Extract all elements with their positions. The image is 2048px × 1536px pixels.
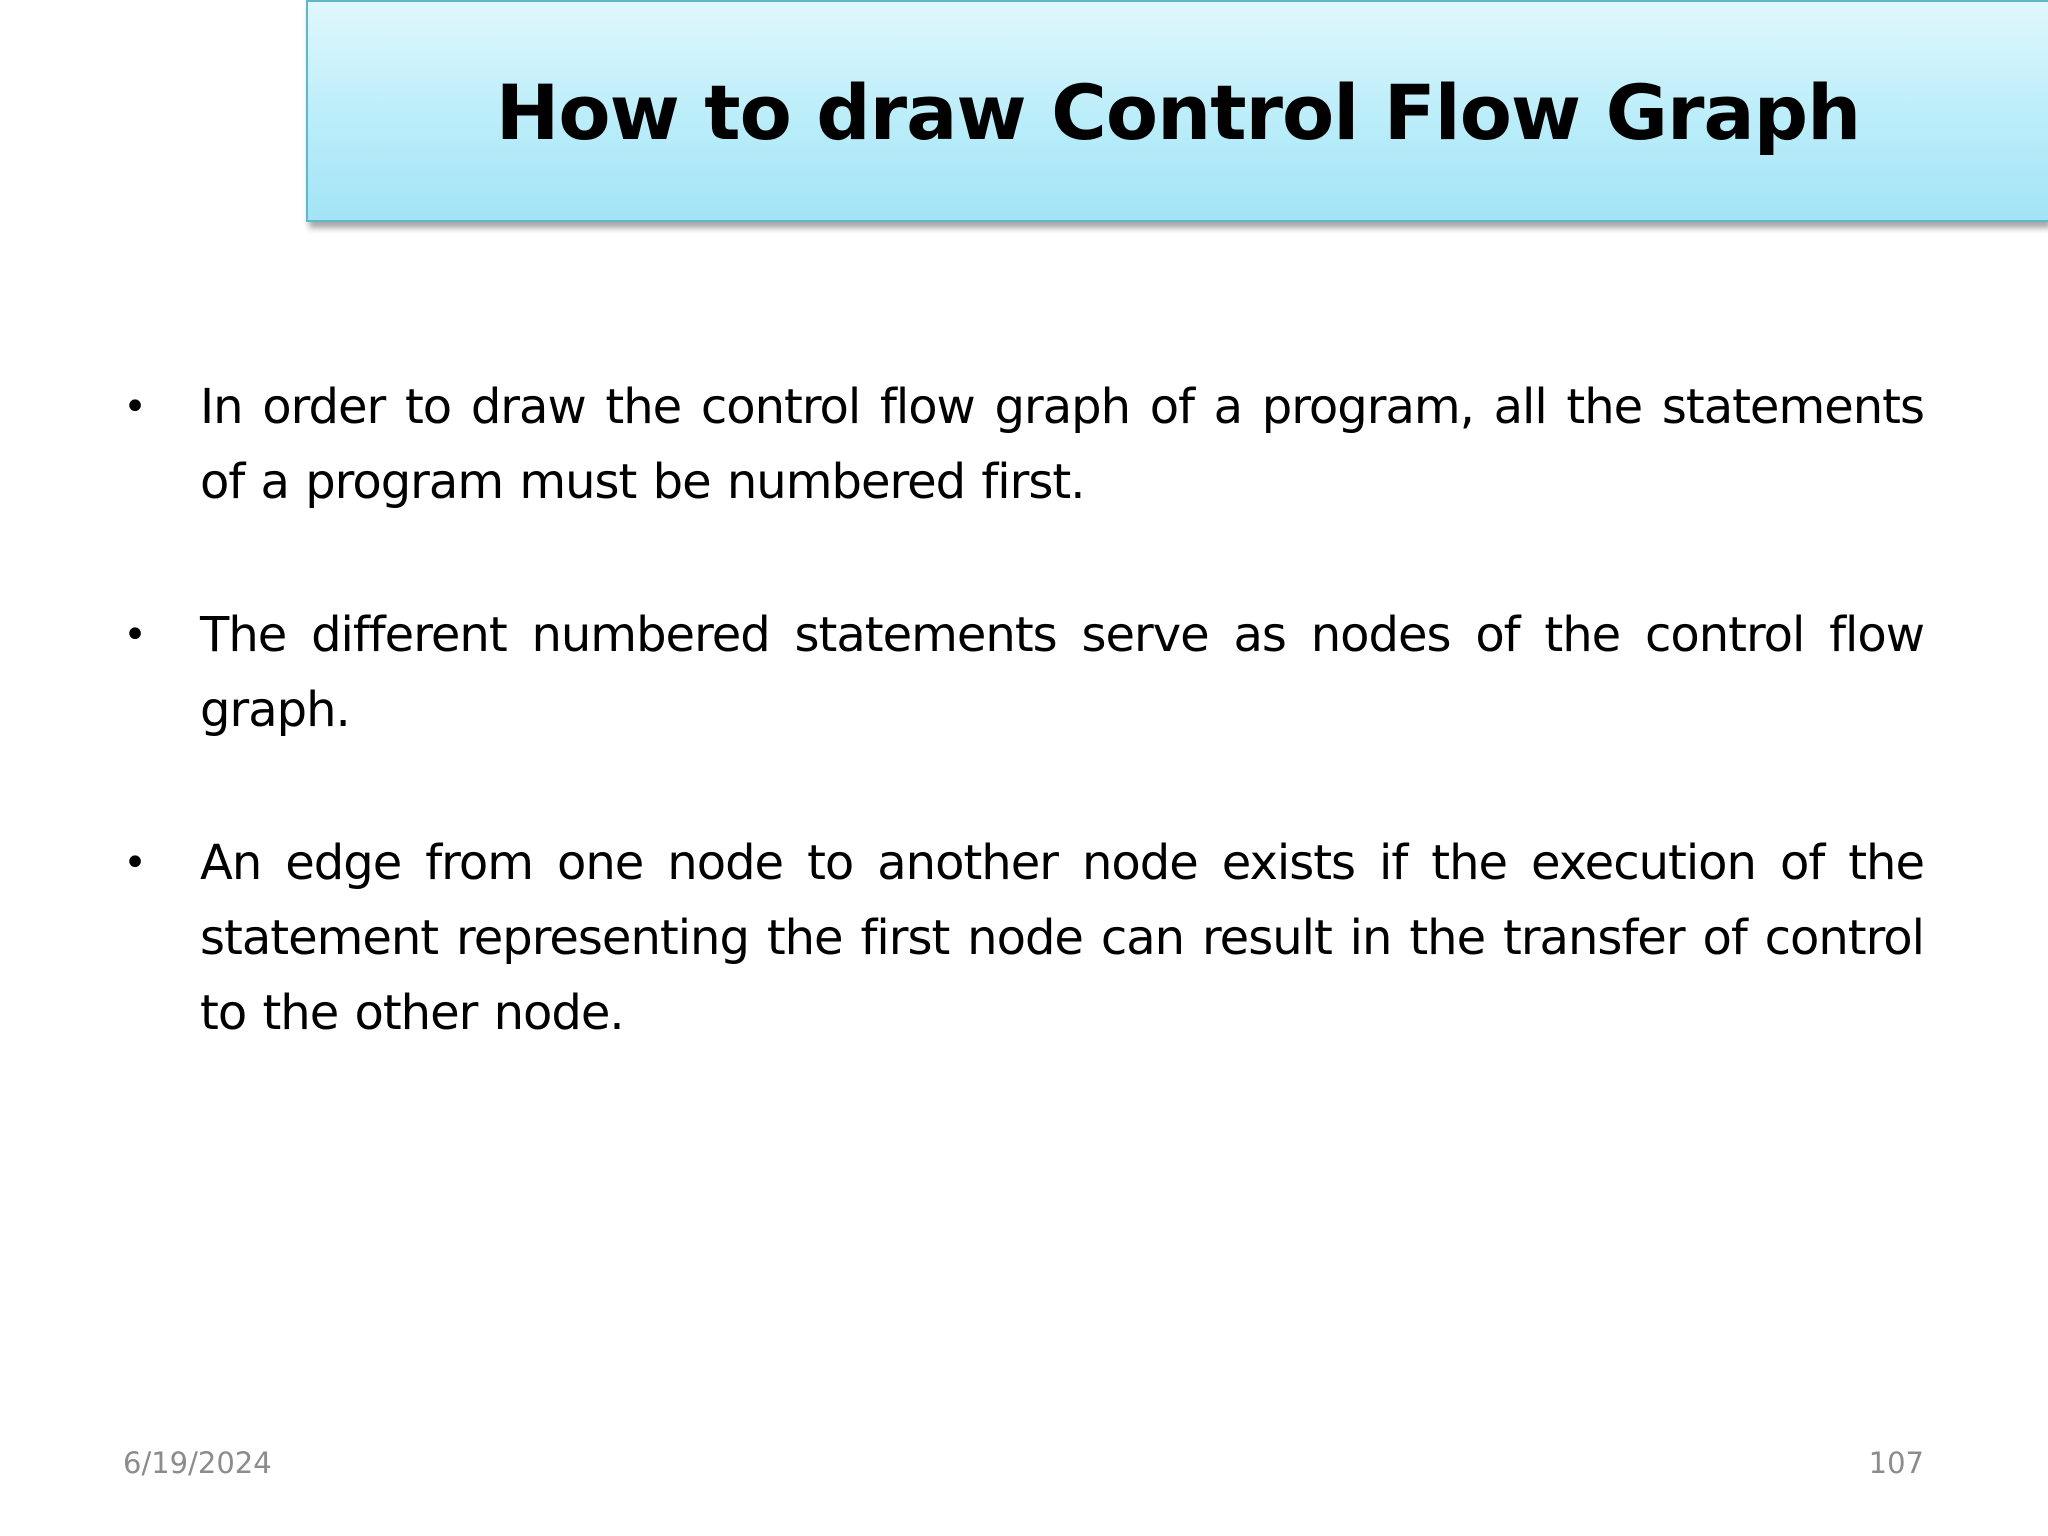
footer-page-number: 107 [1868, 1446, 1924, 1480]
bullet-item [120, 370, 1924, 520]
bullet-item [120, 826, 1924, 1051]
bullet-marker: • [123, 384, 147, 430]
bullet-marker: • [123, 840, 147, 886]
title-banner [306, 0, 2048, 222]
slide-title: How to draw Control Flow Graph [495, 68, 1861, 157]
footer-date: 6/19/2024 [123, 1446, 272, 1480]
bullet-text: In order to draw the control flow graph of a program, all the statements of a program must be numbered first. [200, 379, 1924, 510]
bullet-text: An edge from one node to another node exists if the execution of the statement representing the first node can result in the transfer of control to the other node. [200, 835, 1924, 1041]
bullet-marker: • [123, 612, 147, 658]
bullet-item [120, 598, 1924, 748]
bullet-text: The different numbered statements serve as nodes of the control flow graph. [200, 607, 1924, 738]
bullet-list [120, 370, 1924, 1129]
